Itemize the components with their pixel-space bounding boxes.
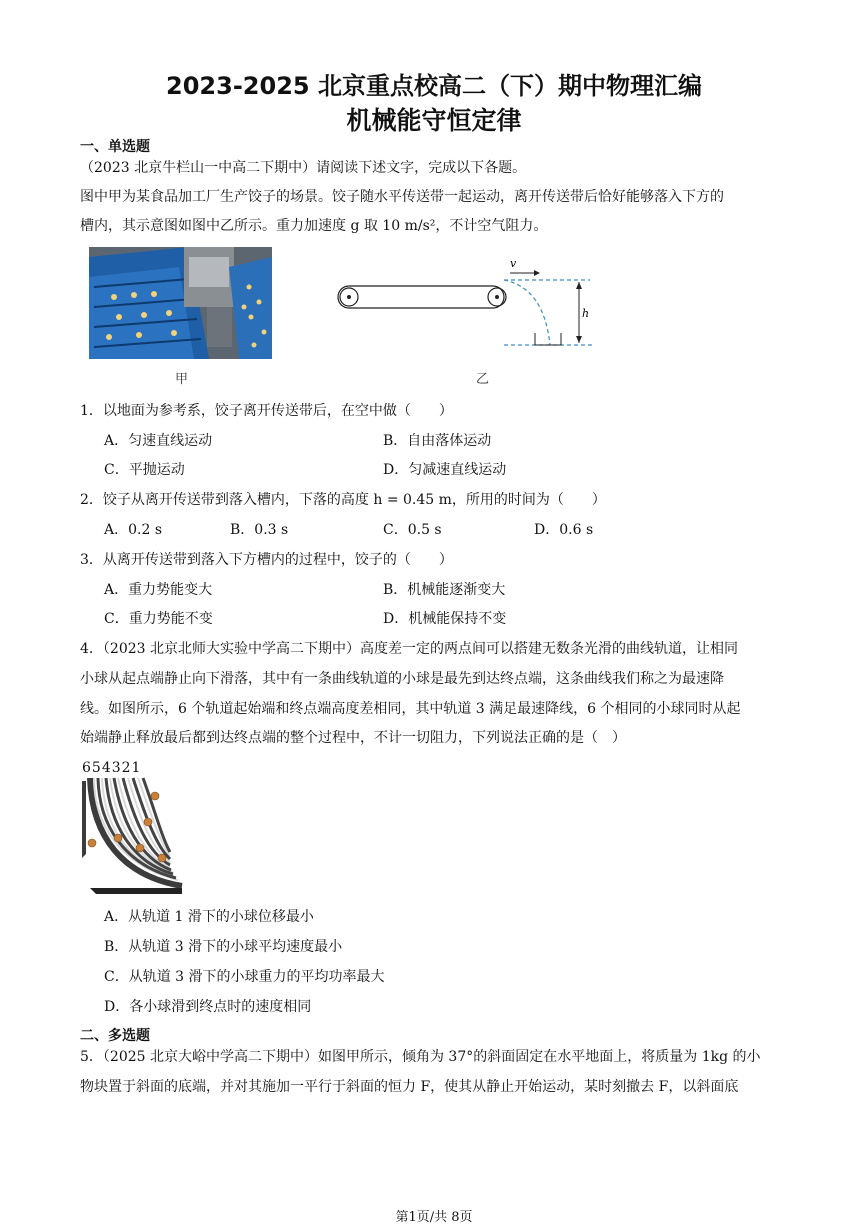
conveyor-schematic-diagram — [332, 253, 602, 353]
question-5-line-1: 5．（2025 北京大峪中学高二下期中）如图甲所示，倾角为 37°的斜面固定在水平地面上，将质量为 1kg 的小 — [80, 1049, 761, 1065]
question-2-option-c: C．0.5 s — [383, 522, 442, 538]
question-2-option-b: B．0.3 s — [230, 522, 289, 538]
brachistochrone-tracks-figure — [82, 776, 192, 894]
question-1-option-c: C．平抛运动 — [104, 462, 185, 478]
question-1-stem: 1．以地面为参考系，饺子离开传送带后，在空中做（ ） — [80, 403, 453, 419]
dumpling-factory-photo — [89, 247, 272, 359]
document-subtitle: 机械能守恒定律 — [346, 106, 522, 135]
velocity-label: v — [510, 257, 517, 270]
question-1-option-a: A．匀速直线运动 — [104, 433, 213, 449]
intro-line-1: （2023 北京牛栏山一中高二下期中）请阅读下述文字，完成以下各题。 — [80, 160, 527, 176]
question-4-line-3: 线。如图所示，6 个轨道起始端和终点端高度差相同，其中轨道 3 满足最速降线，6 个相同的小球同时从起 — [80, 701, 741, 717]
question-3-option-b: B．机械能逐渐变大 — [383, 582, 506, 598]
question-2-option-a: A．0.2 s — [104, 522, 163, 538]
question-4-line-1: 4．（2023 北京北师大实验中学高二下期中）高度差一定的两点间可以搭建无数条光滑的曲线轨道，让相同 — [80, 641, 738, 657]
figure-caption-yi: 乙 — [476, 372, 490, 387]
question-3-option-c: C．重力势能不变 — [104, 611, 213, 627]
question-4-option-d: D．各小球滑到终点时的速度相同 — [104, 999, 312, 1015]
track-number-labels: 654321 — [82, 760, 142, 776]
question-1-option-d: D．匀减速直线运动 — [383, 462, 507, 478]
figure-caption-jia: 甲 — [175, 372, 189, 387]
page-number-footer: 第1页/共 8页 — [395, 1210, 473, 1225]
question-3-option-a: A．重力势能变大 — [104, 582, 213, 598]
intro-line-2: 图中甲为某食品加工厂生产饺子的场景。饺子随水平传送带一起运动，离开传送带后恰好能够落入下方的 — [80, 189, 724, 205]
question-4-line-2: 小球从起点端静止向下滑落，其中有一条曲线轨道的小球是最先到达终点端，这条曲线我们称之为最速降 — [80, 671, 724, 687]
section-heading-single-choice: 一、单选题 — [80, 139, 150, 155]
question-4-option-c: C．从轨道 3 滑下的小球重力的平均功率最大 — [104, 969, 385, 985]
height-label: h — [582, 307, 590, 320]
question-3-option-d: D．机械能保持不变 — [383, 611, 507, 627]
question-4-line-4: 始端静止释放最后都到达终点端的整个过程中，不计一切阻力，下列说法正确的是（ ） — [80, 730, 626, 746]
question-3-stem: 3．从离开传送带到落入下方槽内的过程中，饺子的（ ） — [80, 552, 453, 568]
document-title: 2023-2025 北京重点校高二（下）期中物理汇编 — [166, 72, 702, 100]
question-2-option-d: D．0.6 s — [534, 522, 594, 538]
question-2-stem: 2．饺子从离开传送带到落入槽内，下落的高度 h = 0.45 m，所用的时间为（ ） — [80, 492, 606, 508]
question-4-option-a: A．从轨道 1 滑下的小球位移最小 — [104, 909, 314, 925]
question-1-option-b: B．自由落体运动 — [383, 433, 492, 449]
intro-line-3: 槽内，其示意图如图中乙所示。重力加速度 g 取 10 m/s²，不计空气阻力。 — [80, 218, 548, 234]
question-5-line-2: 物块置于斜面的底端，并对其施加一平行于斜面的恒力 F，使其从静止开始运动，某时刻撤去 F，以斜面底 — [80, 1079, 739, 1095]
question-4-option-b: B．从轨道 3 滑下的小球平均速度最小 — [104, 939, 343, 955]
section-heading-multiple-choice: 二、多选题 — [80, 1028, 150, 1044]
